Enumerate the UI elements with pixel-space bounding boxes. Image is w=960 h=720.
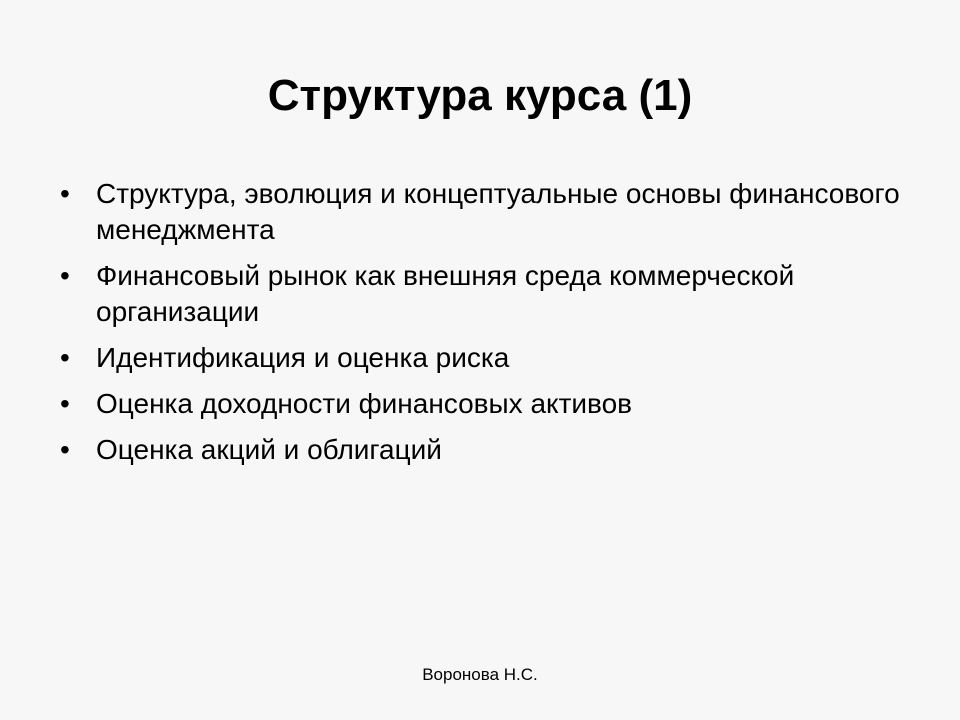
bullet-item [60, 432, 920, 468]
bullet-icon: • [60, 388, 70, 419]
bullet-icon: • [60, 260, 70, 291]
bullet-text: Структура, эволюция и концептуальные основы финансового менеджмента [96, 178, 900, 245]
bullet-item [60, 340, 920, 376]
bullet-icon: • [60, 434, 70, 465]
bullet-icon: • [60, 342, 70, 373]
bullet-text: Оценка доходности финансовых активов [96, 388, 633, 419]
bullet-text: Финансовый рынок как внешняя среда коммерческой организации [96, 260, 795, 327]
bullet-list [60, 176, 920, 478]
bullet-text: Оценка акций и облигаций [96, 434, 442, 465]
bullet-item [60, 258, 920, 330]
bullet-item [60, 386, 920, 422]
slide-footer-author: Воронова Н.С. [422, 665, 538, 684]
bullet-icon: • [60, 178, 70, 209]
slide-title: Структура курса (1) [267, 71, 693, 120]
bullet-text: Идентификация и оценка риска [96, 342, 510, 373]
bullet-item [60, 176, 920, 248]
